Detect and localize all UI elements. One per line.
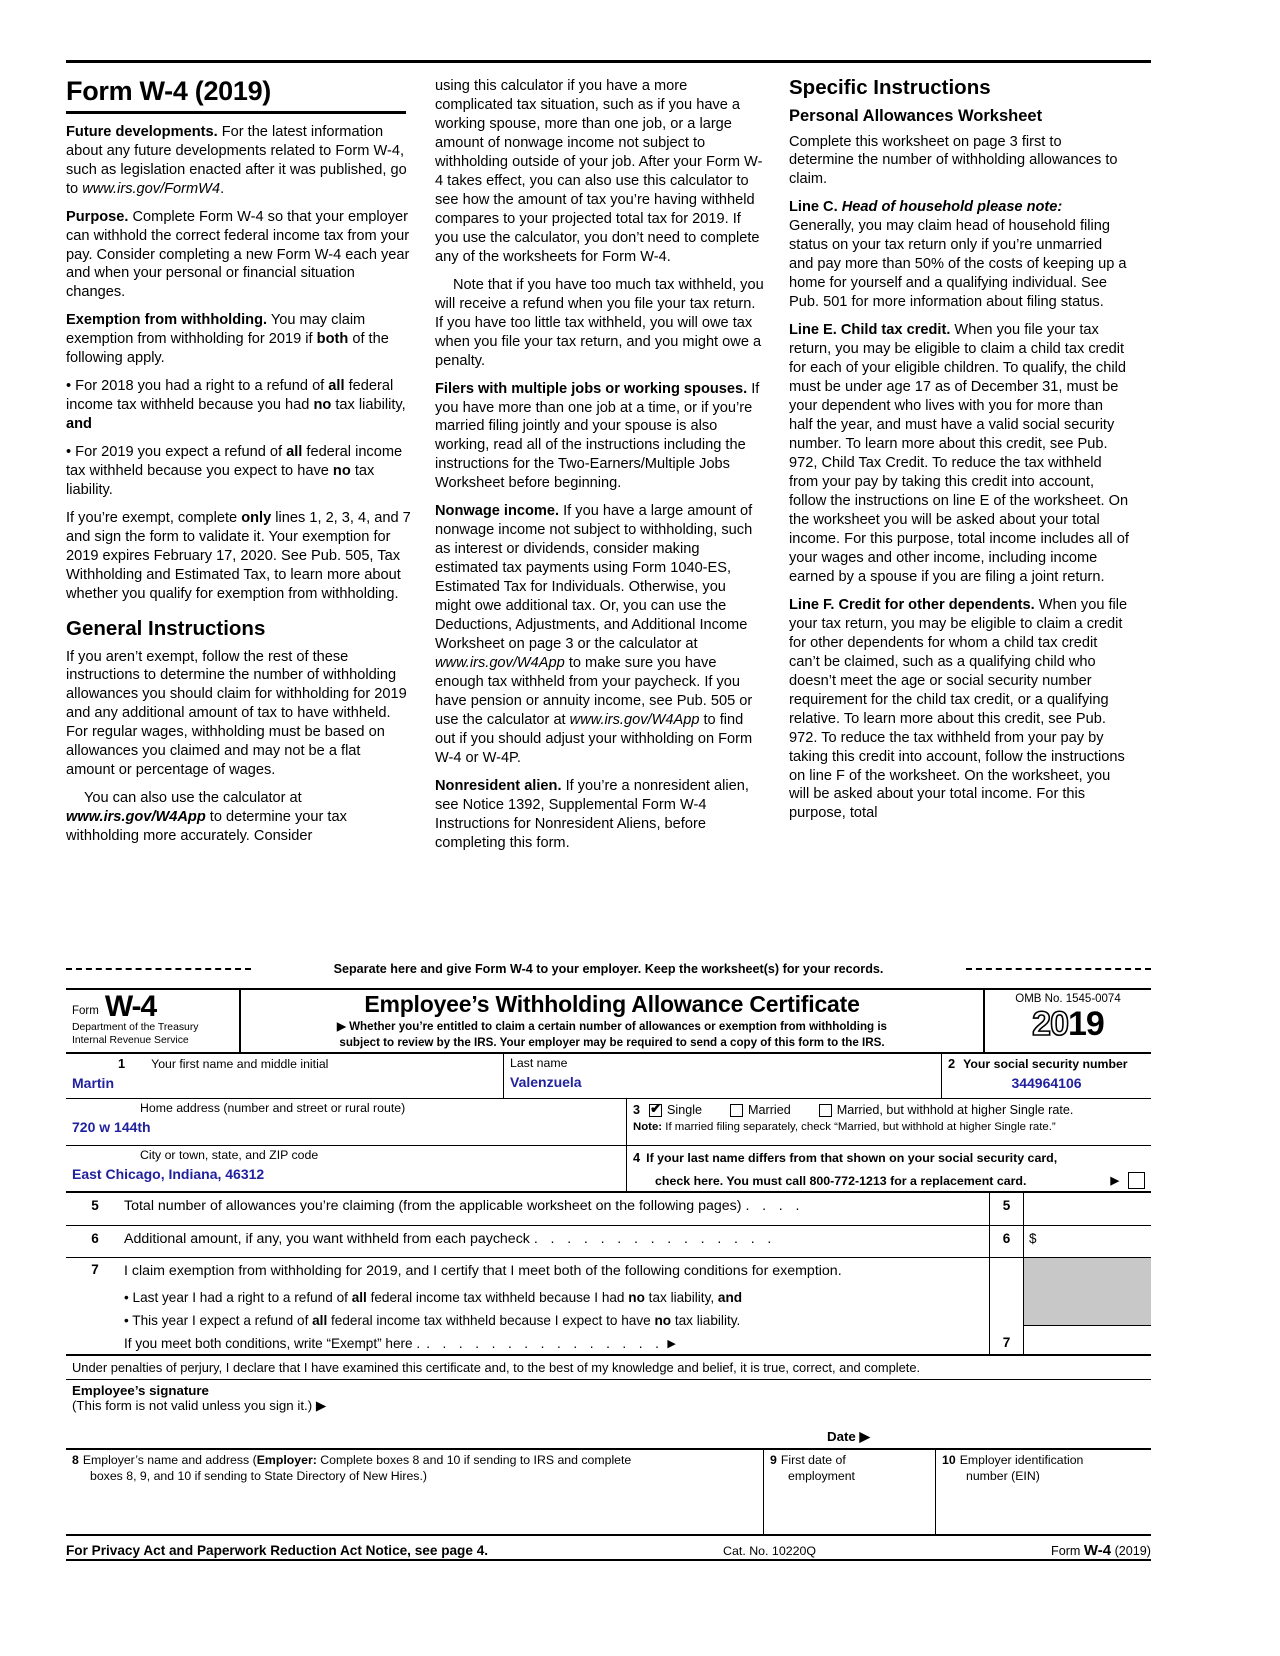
department-line-2: Internal Revenue Service: [72, 1034, 189, 1046]
date-block[interactable]: [821, 1380, 1151, 1448]
city-label: City or town, state, and ZIP code: [140, 1148, 319, 1162]
date-label: Date ▶: [827, 1429, 870, 1445]
privacy-act-notice: For Privacy Act and Paperwork Reduction Act Notice, see page 4.: [66, 1543, 489, 1559]
line-7-box-number: 7: [989, 1258, 1023, 1354]
para-multiple-jobs: Filers with multiple jobs or working spouses. If you have more than one job at a time, or if you’re married filing jointly and your spouse is also working, read all of the instructions including the instructions for the Two-Earners/Multiple Jobs Worksheet before beginning.: [435, 380, 760, 492]
line-6-dots: . . . . . . . . . . . . . . .: [533, 1231, 776, 1247]
para-general-1: If you aren’t exempt, follow the rest of these instructions to determine the number of withholding allowances you should claim for withholding for 2019 and any additional amount of tax to have withheld. For regular wages, withholding must be based on allowances you claimed and may not be a flat amount or percentage of wages.: [66, 648, 407, 779]
separate-here-text: Separate here and give Form W-4 to your employer. Keep the worksheet(s) for your records.: [333, 962, 884, 976]
box-9-label-1: First date of: [780, 1453, 846, 1468]
footer-form-label: [1051, 1542, 1151, 1559]
top-rule: [66, 60, 1151, 63]
para-exempt-lines: If you’re exempt, complete only lines 1, 2, 3, 4, and 7 and sign the form to validate it. Your exemption for 2019 expires February 17, 2020. See Pub. 505, Tax Withholding and Estimated Tax, to learn more about whether you qualify for exemption from withholding.: [66, 510, 411, 602]
line-5-text: [124, 1193, 989, 1225]
home-address-value: 720 w 144th: [72, 1118, 151, 1135]
city-value: East Chicago, Indiana, 46312: [72, 1165, 265, 1182]
line-4-checkbox-group[interactable]: [1111, 1172, 1145, 1189]
instructions-columns: [66, 77, 1151, 862]
line-4-text-1-value: If your last name differs from that shown on your social security card,: [646, 1151, 1058, 1165]
field-first-date-employment[interactable]: [764, 1450, 936, 1534]
checkbox-married-higher-single-icon[interactable]: [819, 1104, 832, 1117]
marital-note-lead: Note:: [633, 1121, 663, 1133]
form-number-label: W-4: [104, 990, 157, 1023]
department-line-1: Department of the Treasury: [72, 1021, 199, 1033]
ssn-label: [948, 1056, 1145, 1072]
signature-row: [66, 1380, 1151, 1450]
para-nonwage-income: Nonwage income. If you have a large amount of nonwage income not subject to withholding, such as interest or dividends, consider making estimated tax payments using Form 1040-ES, Estimated Tax for Individuals. Otherwise, you might owe additional tax. Or, you can use the Deductions, Adjustments, and Additional Income Worksheet on page 3 or the calculator at www.irs.gov/W4App to make sure you have enough tax withheld from your paycheck. If you have pension or annuity income, see Pub. 505 or use the calculator at www.irs.gov/W4App to find out if you should adjust your withholding on Form W-4 or W-4P.: [435, 503, 753, 766]
form-footer: [66, 1536, 1151, 1559]
line-5-input[interactable]: [1023, 1193, 1151, 1225]
line-6-text-value: Additional amount, if any, you want withheld from each paycheck: [124, 1231, 530, 1247]
line-7-shaded-block: [1024, 1258, 1151, 1325]
para-bullet-2018: • For 2018 you had a right to a refund of all federal income tax withheld because you had no tax liability, and: [66, 378, 406, 433]
first-name-label: [72, 1056, 497, 1072]
last-name-label: Last name: [510, 1056, 568, 1070]
line-7-bullet-1: • Last year I had a right to a refund of all federal income tax withheld because I had no tax liability, and: [124, 1289, 743, 1305]
line-6-row: [66, 1226, 1151, 1258]
tax-year-hollow: 20: [1032, 1005, 1068, 1043]
line-4-arrow-icon: ▶: [1110, 1175, 1119, 1187]
first-name-value: Martin: [72, 1074, 114, 1091]
box-10-label-1: Employer identification: [959, 1453, 1084, 1468]
line-2-number: 2: [948, 1056, 956, 1071]
specific-instructions-heading: Specific Instructions: [789, 76, 991, 99]
omb-number: OMB No. 1545-0074: [1015, 993, 1121, 1005]
tax-year-solid: 19: [1068, 1005, 1104, 1043]
line-7-arrow-icon: ▶: [667, 1338, 676, 1351]
field-last-name[interactable]: [503, 1054, 941, 1098]
first-name-label-text: Your first name and middle initial: [151, 1057, 329, 1071]
form-title: Employee’s Withholding Allowance Certificate: [364, 991, 860, 1017]
line-6-text: [124, 1226, 989, 1257]
form-row-address: [66, 1099, 1151, 1146]
box-8-number: 8: [72, 1453, 79, 1468]
field-first-name[interactable]: [66, 1054, 503, 1098]
line-1-number: 1: [118, 1056, 126, 1071]
field-ssn[interactable]: [941, 1054, 1151, 1098]
line-5-dots: . . . .: [745, 1198, 804, 1214]
line-4-checkbox[interactable]: [1128, 1172, 1145, 1189]
form-header-left: [66, 990, 241, 1052]
box-8-label-line-2: boxes 8, 9, and 10 if sending to State Directory of New Hires.): [90, 1468, 427, 1483]
box-9-label: [770, 1453, 929, 1468]
employer-row: [66, 1450, 1151, 1536]
line-6-number: 6: [91, 1231, 99, 1246]
marital-options: [633, 1101, 1145, 1117]
form-subtitle-line-2: subject to review by the IRS. Your employer may be required to send a copy of this form to the IRS.: [339, 1035, 885, 1049]
line-4-number: 4: [633, 1150, 641, 1165]
catalog-number: Cat. No. 10220Q: [723, 1544, 817, 1559]
line-7-text: I claim exemption from withholding for 2019, and I certify that I meet both of the following conditions for exemption.: [124, 1263, 842, 1279]
para-nonresident-alien: Nonresident alien. If you’re a nonresident alien, see Notice 1392, Supplemental Form W-4 Instructions for Nonresident Aliens, before completing this form.: [435, 777, 749, 851]
box-10-label-2: number (EIN): [966, 1468, 1040, 1483]
home-address-label: Home address (number and street or rural route): [140, 1101, 406, 1115]
signature-sublabel: (This form is not valid unless you sign it.) ▶: [72, 1398, 327, 1414]
para-calculator: using this calculator if you have a more complicated tax situation, such as if you have a working spouse, more than one job, or a large amount of nonwage income not subject to withholding outside of your job. After your Form W-4 takes effect, you can also use this calculator to see how the amount of tax you’re having withheld compares to your projected total tax for 2019. If you use the calculator, you don’t need to complete any of the worksheets for Form W-4.: [435, 78, 763, 265]
line-3-number: 3: [633, 1103, 641, 1117]
box-9-number: 9: [770, 1453, 777, 1468]
line-4-text-2: [633, 1172, 1145, 1189]
box-10-number: 10: [942, 1453, 956, 1468]
instructions-section: [66, 60, 1151, 862]
para-line-c: Line C. Head of household please note: Generally, you may claim head of household filing status on your tax return only if you’re unmarried and pay more than 50% of the costs of keeping up a home for yourself and a qualifying individual. See Pub. 501 for more information about filing status.: [789, 199, 1127, 311]
para-exemption: Exemption from withholding. You may claim exemption from withholding for 2019 if both of the following apply.: [66, 312, 389, 367]
footer-form-year: (2019): [1111, 1544, 1151, 1559]
line-7-exempt-row: [66, 1333, 989, 1354]
field-home-address[interactable]: [66, 1099, 626, 1145]
option-single[interactable]: [649, 1103, 702, 1117]
form-subtitle-line-1: ▶ Whether you’re entitled to claim a certain number of allowances or exemption from withholding is: [336, 1019, 888, 1033]
field-employer-name-address[interactable]: [66, 1450, 764, 1534]
option-single-label: Single: [667, 1103, 703, 1117]
field-city-state-zip[interactable]: [66, 1146, 626, 1191]
form-word-label: Form: [72, 1005, 99, 1018]
line-5-row: [66, 1193, 1151, 1226]
separate-here-row: [66, 962, 1151, 976]
line-5-number: 5: [91, 1198, 99, 1213]
personal-allowances-heading: Personal Allowances Worksheet: [789, 106, 1043, 125]
box-10-label: [942, 1453, 1145, 1468]
form-header-right: [983, 990, 1151, 1052]
option-married-label: Married: [748, 1103, 791, 1117]
tax-year: [985, 1007, 1151, 1041]
box-9-label-2: employment: [788, 1468, 855, 1483]
footer-form-pre: Form: [1051, 1544, 1084, 1559]
last-name-value: Valenzuela: [510, 1073, 582, 1090]
field-employer-ein[interactable]: [936, 1450, 1151, 1534]
general-instructions-heading: General Instructions: [66, 616, 266, 640]
line-7-input[interactable]: [1024, 1325, 1151, 1354]
option-married-higher-single-label: Married, but withhold at higher Single rate.: [836, 1103, 1074, 1117]
line-7-row: [66, 1258, 1151, 1354]
page-title: Form W-4 (2019): [66, 76, 272, 106]
instructions-column-2: [435, 77, 765, 862]
para-purpose: Purpose. Complete Form W-4 so that your employer can withhold the correct federal income tax from your pay. Consider completing a new Form W-4 each year and when your personal or financial situation changes.: [66, 208, 410, 301]
form-header: [66, 990, 1151, 1054]
instructions-column-1: [66, 77, 411, 862]
para-line-e: Line E. Child tax credit. When you file your tax return, you may be eligible to claim a child tax credit for each of your eligible children. To qualify, the child must be under age 17 as of December 31, must be your dependent who lives with you for more than half the year, and must have a valid social security number. To learn more about this credit, see Pub. 972, Child Tax Credit. To reduce the tax withheld from your pay by taking this credit into account, follow the instructions on line E of the worksheet. On the worksheet you will be asked about your total income. For this purpose, total income includes all of your wages and other income, including income earned by a spouse if you are filing a joint return.: [789, 322, 1129, 585]
title-rule: [66, 111, 406, 114]
line-6-box-number: 6: [989, 1226, 1023, 1257]
para-future-developments: Future developments. For the latest information about any future developments related to Form W-4, such as legislation enacted after it was published, go to www.irs.gov/FormW4.: [66, 123, 407, 197]
signature-block[interactable]: [66, 1380, 821, 1448]
para-line-f: Line F. Credit for other dependents. When you file your tax return, you may be eligible to claim a credit for other dependents for whom a child tax credit can’t be claimed, such as a qualifying child who doesn’t meet the age or social security number requirement for the child tax credit, or a qualifying relative. To learn more about this credit, see Pub. 972. To reduce the tax withheld from your pay by taking this credit into account, follow the instructions on line F of the worksheet. On the worksheet, you will be asked about your total income. For this purpose, total: [789, 596, 1128, 822]
ssn-value: 344964106: [1011, 1074, 1082, 1091]
instructions-column-3: [789, 77, 1129, 862]
checkbox-married-icon[interactable]: [730, 1104, 743, 1117]
para-general-2: You can also use the calculator at www.irs.gov/W4App to determine your tax withholding more accurately. Consider: [66, 790, 347, 845]
line-5-box-number: 5: [989, 1193, 1023, 1225]
field-line-4: [626, 1146, 1151, 1191]
line-6-input[interactable]: [1023, 1226, 1151, 1257]
line-7-exempt-text: If you meet both conditions, write “Exempt” here .: [124, 1336, 421, 1352]
w4-certificate: [66, 988, 1151, 1561]
line-7-number: 7: [91, 1262, 99, 1277]
box-8-text-b: Complete boxes 8 and 10 if sending to IRS and complete: [316, 1453, 632, 1468]
ssn-label-text: Your social security number: [963, 1057, 1128, 1071]
para-complete-worksheet: Complete this worksheet on page 3 first to determine the number of withholding allowances to claim.: [789, 133, 1118, 188]
option-married-higher-single[interactable]: [819, 1103, 1074, 1117]
form-header-center: [241, 990, 983, 1052]
form-lines-5-6-7: [66, 1193, 1151, 1356]
field-marital-status: [626, 1099, 1151, 1145]
checkbox-single-icon[interactable]: [649, 1104, 662, 1117]
line-6-dollar-sign: $: [1029, 1231, 1037, 1246]
para-note-refund: Note that if you have too much tax withheld, you will receive a refund when you file your tax return. If you have too little tax withheld, you will owe tax when you file your tax return, and you might owe a penalty.: [435, 276, 764, 369]
line-7-bullet-2: • This year I expect a refund of all federal income tax withheld because I expect to have no tax liability.: [124, 1313, 741, 1329]
dash-line-right: [966, 968, 1151, 970]
marital-note-text: If married filing separately, check “Married, but withhold at higher Single rate.”: [662, 1121, 1056, 1133]
box-8-text-a: Employer’s name and address (: [82, 1453, 257, 1468]
option-married[interactable]: [730, 1103, 791, 1117]
line-5-text-value: Total number of allowances you’re claiming (from the applicable worksheet on the following pages): [124, 1198, 742, 1214]
footer-form-number: W-4: [1083, 1542, 1112, 1560]
para-bullet-2019: • For 2019 you expect a refund of all federal income tax withheld because you expect to have no tax liability.: [66, 444, 403, 499]
form-row-city: [66, 1146, 1151, 1193]
dash-line-left: [66, 968, 251, 970]
line-4-text-2-value: check here. You must call 800-772-1213 for a replacement card.: [655, 1173, 1027, 1188]
line-7-left: [66, 1258, 989, 1354]
line-4-text-1: [633, 1148, 1145, 1165]
form-row-names: [66, 1054, 1151, 1099]
signature-label: Employee’s signature: [72, 1383, 209, 1399]
box-8-label: [72, 1453, 757, 1468]
line-7-dots: . . . . . . . . . . . . . . .: [426, 1336, 664, 1352]
perjury-statement: Under penalties of perjury, I declare that I have examined this certificate and, to the best of my knowledge and belief, it is true, correct, and complete.: [66, 1356, 1151, 1380]
marital-note: [633, 1121, 1145, 1133]
box-8-text-bold: Employer:: [256, 1453, 317, 1468]
